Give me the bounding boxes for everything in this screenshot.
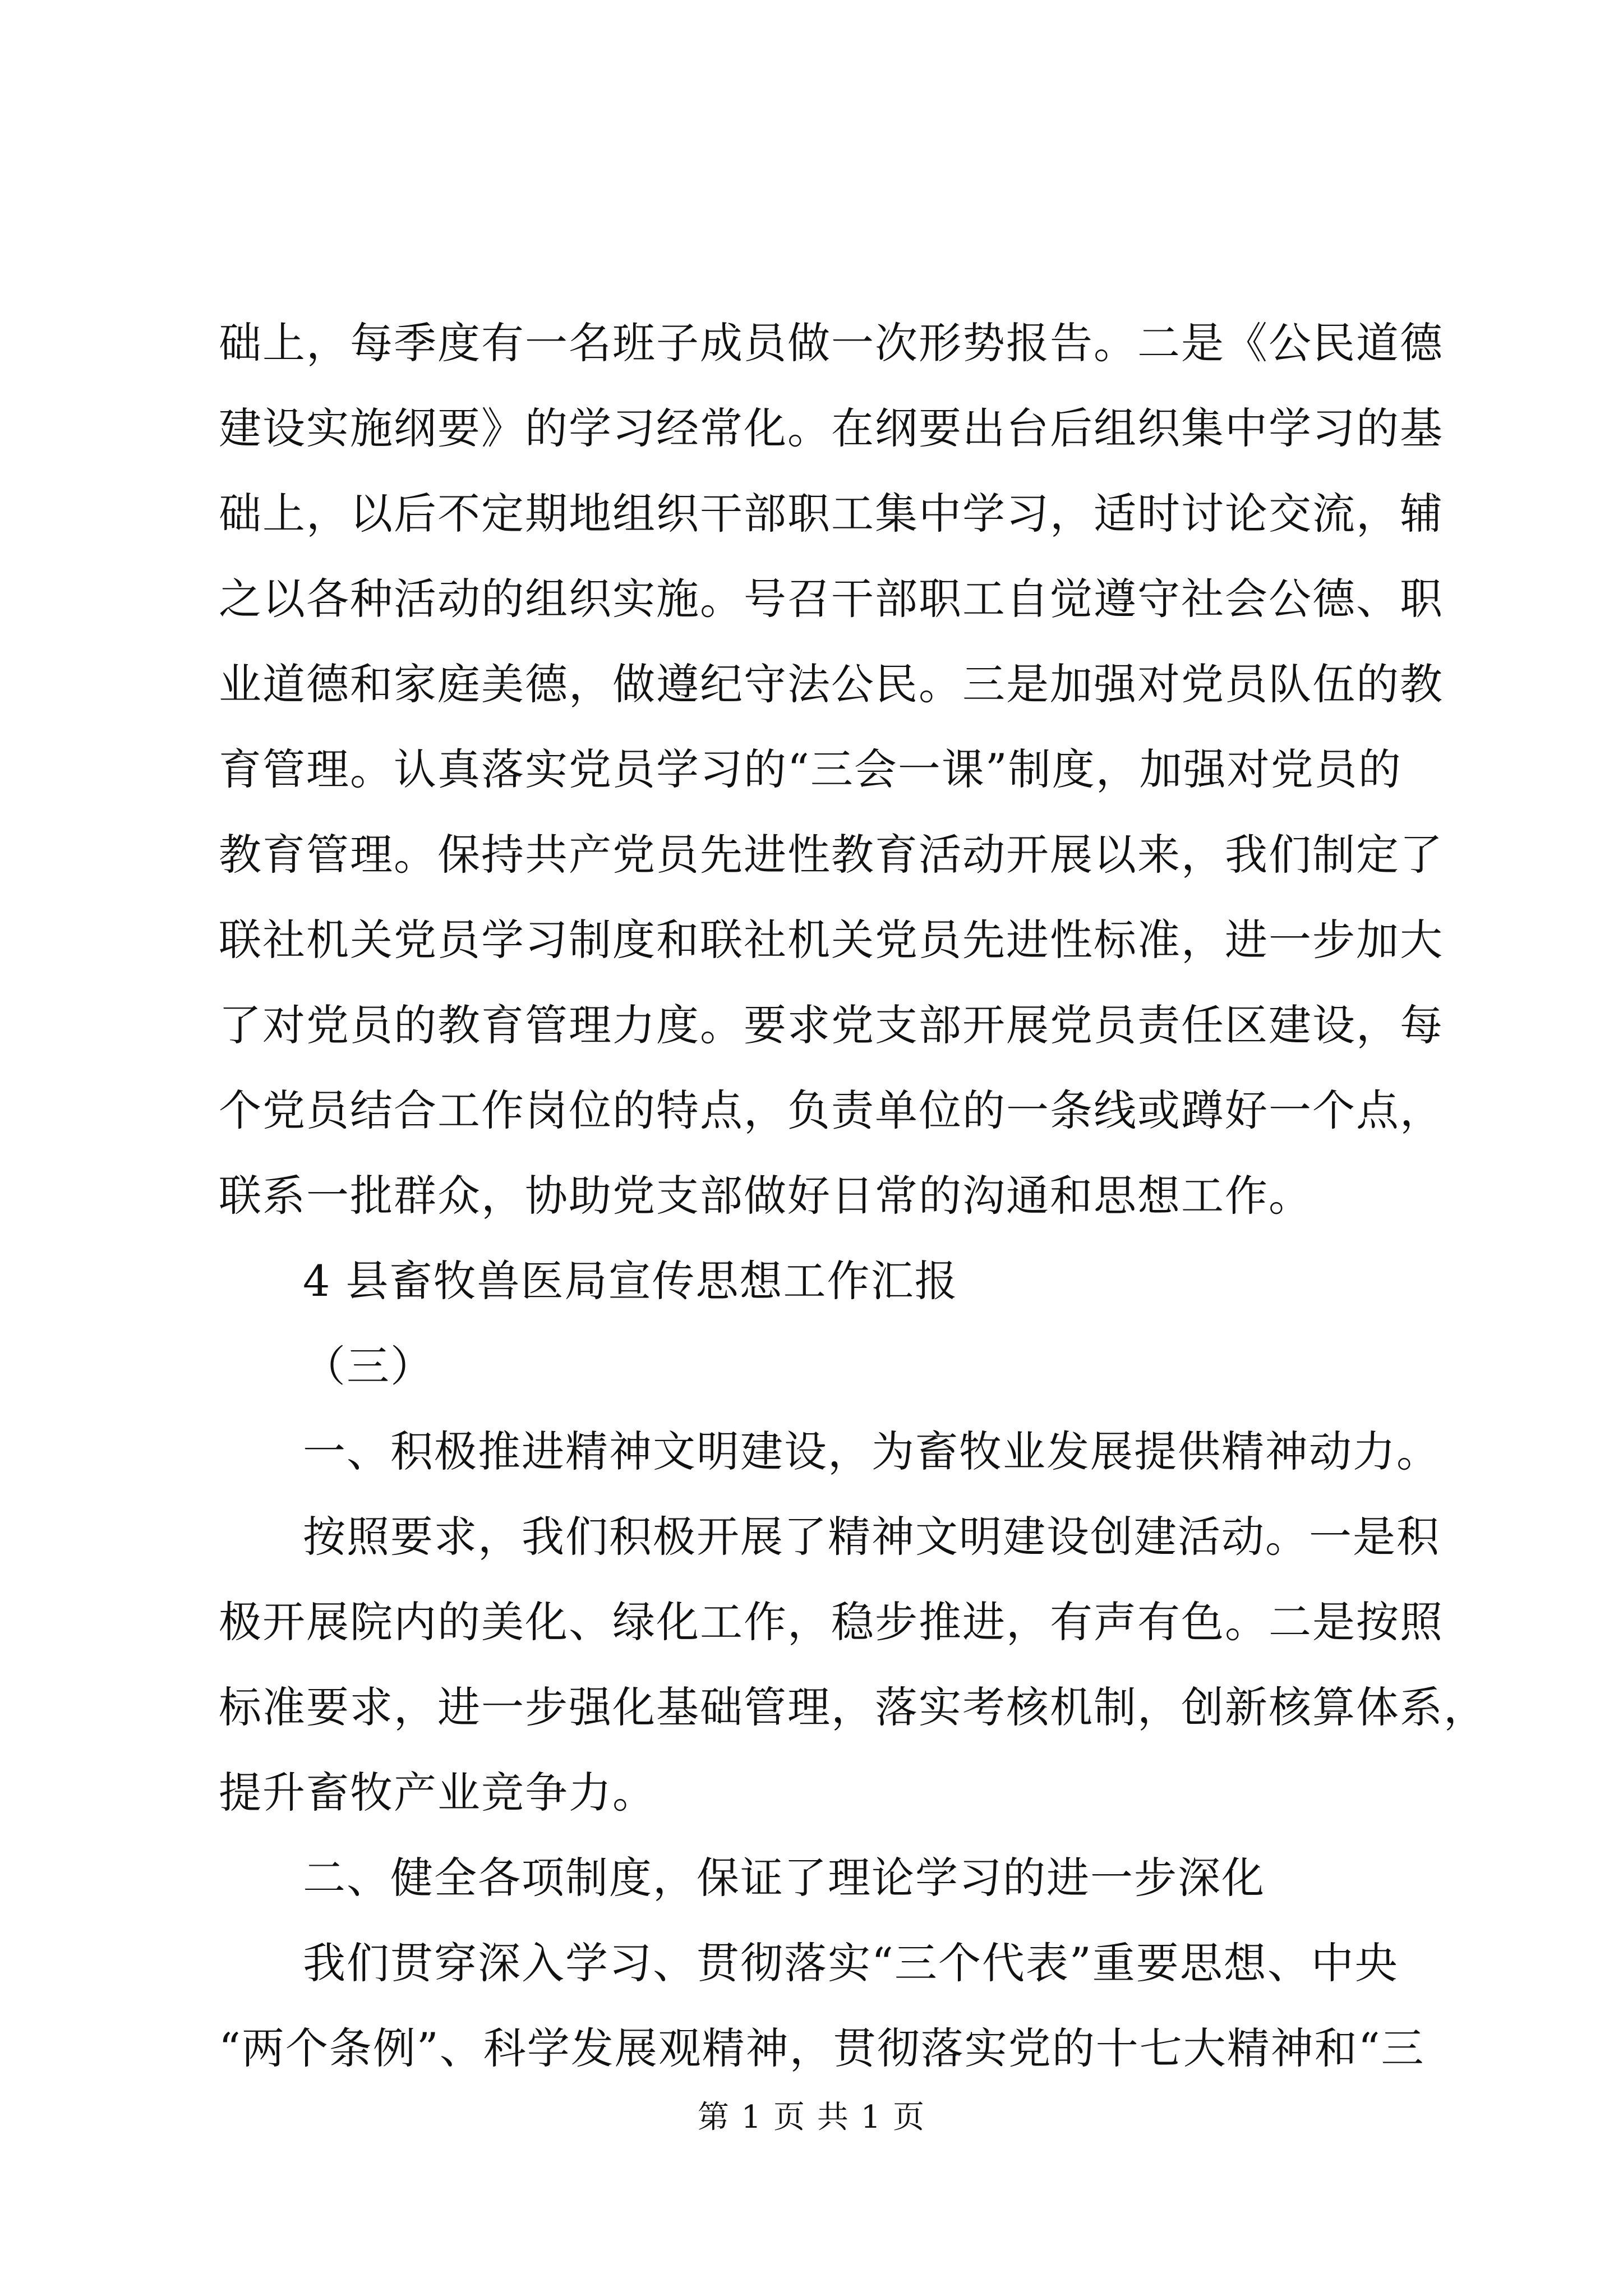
- text-line: 标准要求，进一步强化基础管理，落实考核机制，创新核算体系，: [219, 1682, 1487, 1732]
- text-line: 我们贯穿深入学习、贯彻落实“三个代表”重要思想、中央: [303, 1938, 1399, 1988]
- text-line: 础上，每季度有一名班子成员做一次形势报告。二是《公民道德: [219, 318, 1444, 368]
- text-line: 建设实施纲要》的学习经常化。在纲要出台后组织集中学习的基: [219, 403, 1444, 453]
- text-line: 教育管理。保持共产党员先进性教育活动开展以来，我们制定了: [219, 830, 1444, 880]
- text-line: 个党员结合工作岗位的特点，负责单位的一条线或蹲好一个点，: [219, 1085, 1444, 1135]
- text-line: 之以各种活动的组织实施。号召干部职工自觉遵守社会公德、职: [219, 574, 1444, 624]
- text-line: 提升畜牧产业竞争力。: [219, 1768, 656, 1818]
- text-line: 按照要求，我们积极开展了精神文明建设创建活动。一是积: [303, 1512, 1440, 1562]
- text-line: 联社机关党员学习制度和联社机关党员先进性标准，进一步加大: [219, 915, 1444, 965]
- text-line: 联系一批群众，协助党支部做好日常的沟通和思想工作。: [219, 1171, 1312, 1221]
- text-line: 础上，以后不定期地组织干部职工集中学习，适时讨论交流，辅: [219, 489, 1444, 539]
- text-line: 育管理。认真落实党员学习的“三会一课”制度，加强对党员的: [219, 744, 1402, 794]
- section-heading: 4 县畜牧兽医局宣传思想工作汇报: [303, 1256, 958, 1306]
- subheading: 二、健全各项制度，保证了理论学习的进一步深化: [303, 1853, 1265, 1903]
- subheading: 一、积极推进精神文明建设，为畜牧业发展提供精神动力。: [303, 1427, 1440, 1476]
- text-line: 极开展院内的美化、绿化工作，稳步推进，有声有色。二是按照: [219, 1597, 1444, 1647]
- text-line: “两个条例”、科学发展观精神，贯彻落实党的十七大精神和“三: [219, 2023, 1425, 2073]
- text-line: 业道德和家庭美德，做遵纪守法公民。三是加强对党员队伍的教: [219, 659, 1444, 709]
- text-line: 了对党员的教育管理力度。要求党支部开展党员责任区建设，每: [219, 1000, 1444, 1050]
- page-footer: 第 1 页 共 1 页: [697, 2099, 926, 2136]
- section-number: （三）: [303, 1341, 434, 1391]
- body-text: [219, 301, 1487, 2091]
